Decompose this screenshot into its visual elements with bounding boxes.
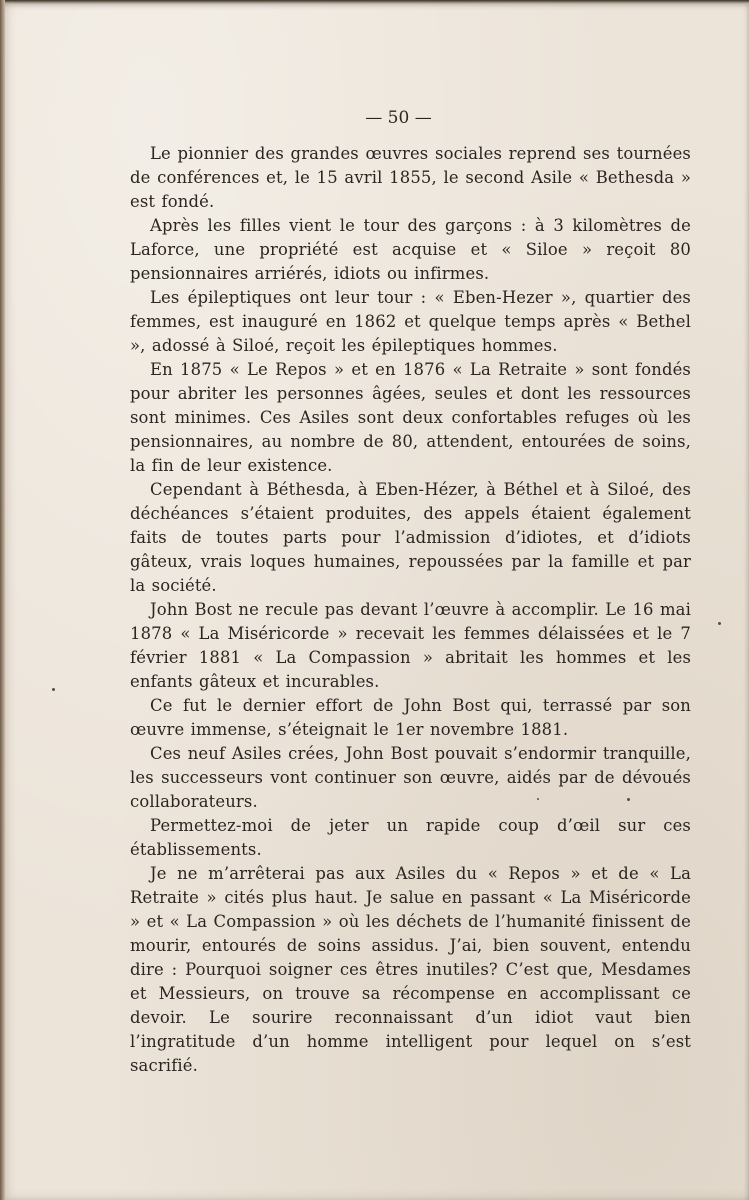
paragraph: Ce fut le dernier effort de John Bost qui, terrassé par son œuvre immense, s’éteignait le 1er novembre 1881. — [130, 696, 691, 739]
paragraph: En 1875 « Le Repos » et en 1876 « La Retraite » sont fondés pour abriter les personnes âgées, seules et dont les ressources sont minimes. Ces Asiles sont deux confortables refuges où les pensionnaires, au nombre de 80, attendent, entourées de soins, la fin de leur existence. — [130, 360, 691, 475]
ink-speck — [52, 688, 55, 691]
ink-speck — [718, 622, 721, 625]
page-number: — 50 — — [365, 108, 432, 128]
page-top-edge — [0, 0, 749, 4]
body-text — [130, 142, 691, 1078]
page-binding-edge — [0, 0, 5, 1200]
paragraph: Les épileptiques ont leur tour : « Eben-Hezer », quartier des femmes, est inauguré en 1862 et quelque temps après « Bethel », adossé à Siloé, reçoit les épileptiques hommes. — [130, 288, 691, 355]
ink-speck — [627, 798, 630, 801]
paragraph: Le pionnier des grandes œuvres sociales reprend ses tournées de conférences et, le 15 avril 1855, le second Asile « Bethesda » est fondé. — [130, 144, 691, 211]
paragraph: John Bost ne recule pas devant l’œuvre à accomplir. Le 16 mai 1878 « La Miséricorde » recevait les femmes délaissées et le 7 février 1881 « La Compassion » abritait les hommes et les enfants gâteux et incurables. — [130, 600, 691, 691]
paragraph: Ces neuf Asiles crées, John Bost pouvait s’endormir tranquille, les successeurs vont continuer son œuvre, aidés par de dévoués collaborateurs. — [130, 744, 691, 811]
paragraph: Après les filles vient le tour des garçons : à 3 kilomètres de Laforce, une propriété est acquise et « Siloe » reçoit 80 pensionnaires arriérés, idiots ou infirmes. — [130, 216, 691, 283]
paragraph: Permettez-moi de jeter un rapide coup d’œil sur ces établissements. — [130, 816, 691, 859]
paragraph: Je ne m’arrêterai pas aux Asiles du « Repos » et de « La Retraite » cités plus haut. Je salue en passant « La Miséricorde » et « La Compassion » où les déchets de l’humanité finissent de mourir, entourés de soins assidus. J’ai, bien souvent, entendu dire : Pourquoi soigner ces êtres inutiles? C’est que, Mesdames et Messieurs, on trouve sa récompense en accomplissant ce devoir. Le sourire reconnaissant d’un idiot vaut bien l’ingratitude d’un homme intelligent pour lequel on s’est sacrifié. — [130, 864, 691, 1075]
ink-speck — [537, 798, 539, 800]
paragraph: Cependant à Béthesda, à Eben-Hézer, à Béthel et à Siloé, des déchéances s’étaient produites, des appels étaient également faits de toutes parts pour l’admission d’idiotes, et d’idiots gâteux, vrais loques humaines, repoussées par la famille et par la société. — [130, 480, 691, 595]
